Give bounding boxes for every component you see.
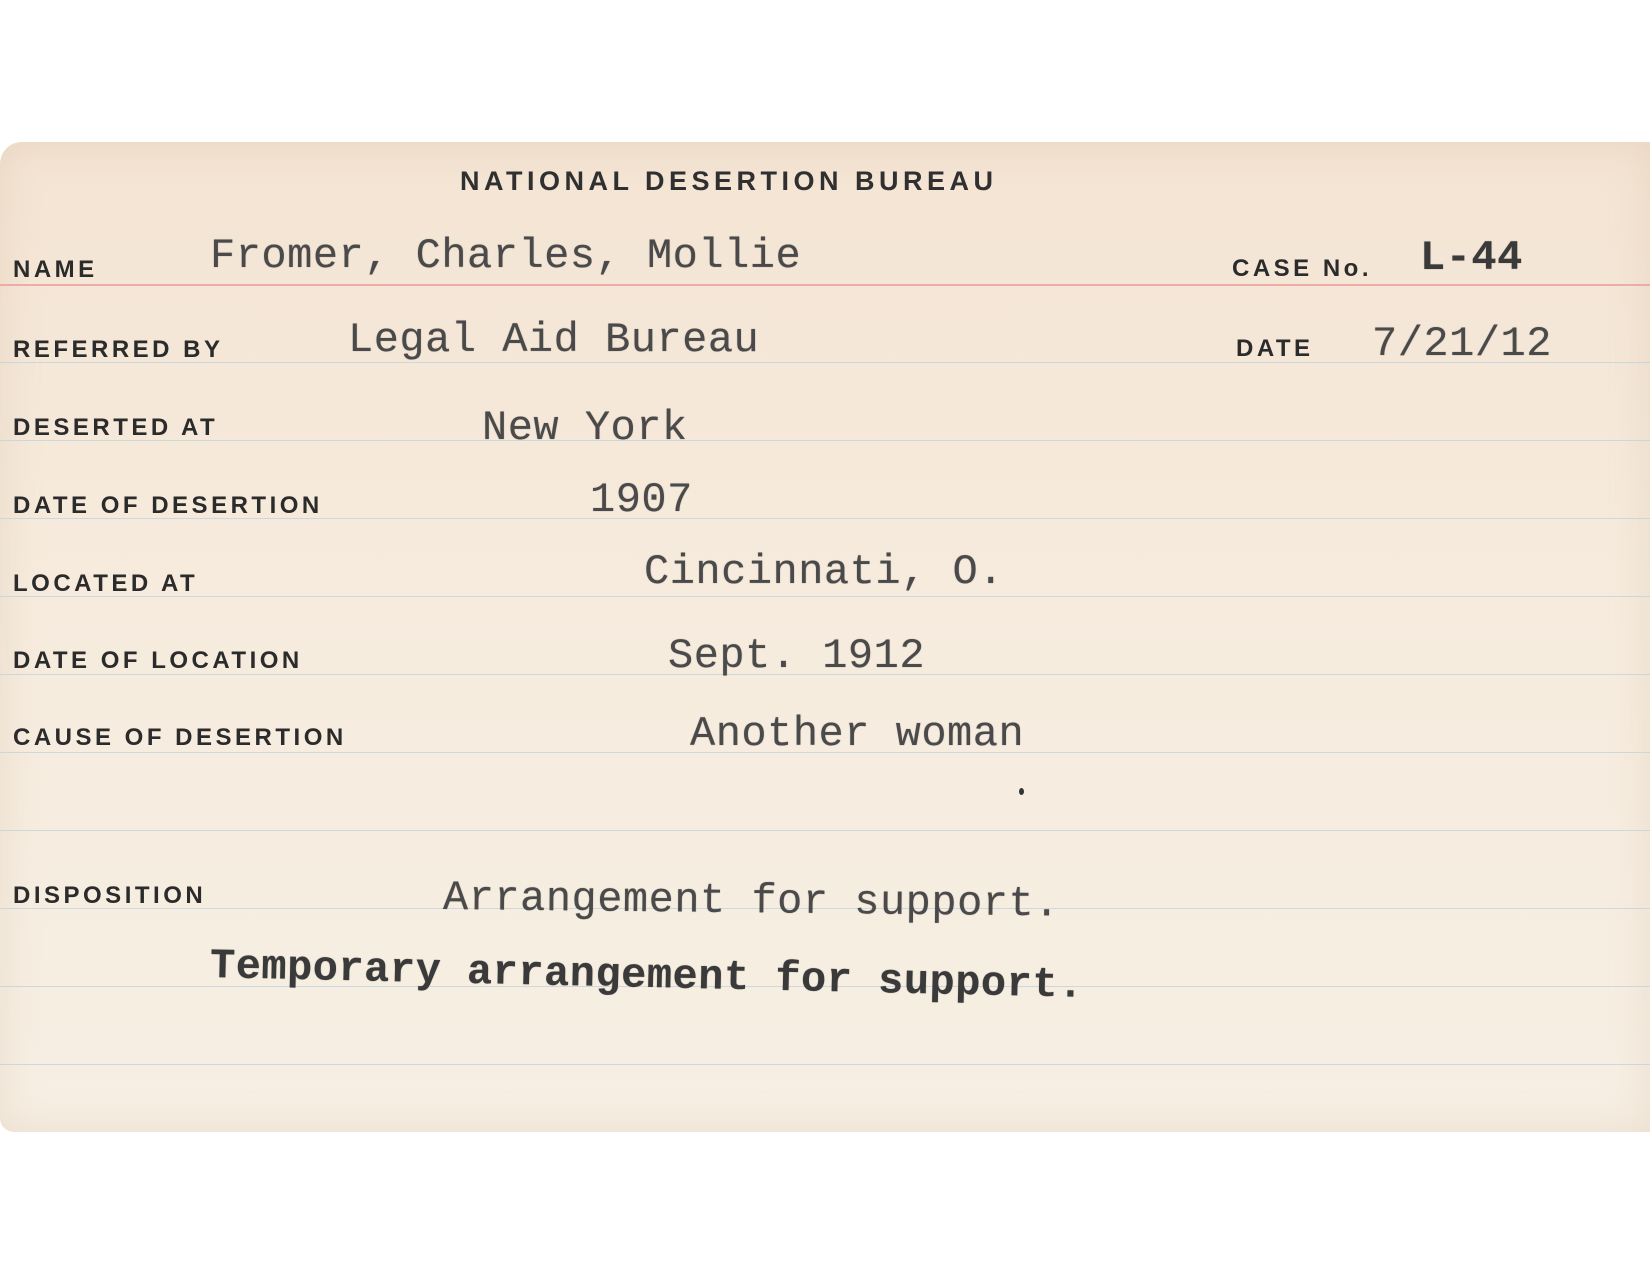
deserted-at-label: DESERTED AT <box>13 414 219 441</box>
ink-speck <box>1019 788 1024 795</box>
ruled-line <box>0 1064 1650 1065</box>
name-value: Fromer, Charles, Mollie <box>210 232 802 280</box>
date-of-location-value: Sept. 1912 <box>668 632 926 680</box>
located-at-value: Cincinnati, O. <box>644 548 1004 596</box>
disposition-line-2: Temporary arrangement for support. <box>209 942 1085 1010</box>
ruled-line <box>0 830 1650 831</box>
ruled-line <box>0 440 1650 441</box>
disposition-line-1: Arrangement for support. <box>442 874 1061 929</box>
date-of-location-label: DATE OF LOCATION <box>13 647 303 674</box>
index-card <box>0 142 1650 1132</box>
card-title: NATIONAL DESERTION BUREAU <box>460 166 998 196</box>
deserted-at-value: New York <box>482 404 688 452</box>
case-no-value: L-44 <box>1420 234 1523 282</box>
referred-by-value: Legal Aid Bureau <box>348 316 760 364</box>
date-label: DATE <box>1236 335 1314 362</box>
name-rule-line <box>0 284 1650 286</box>
date-of-desertion-value: 1907 <box>590 476 693 524</box>
name-label: NAME <box>13 256 98 283</box>
case-no-label: CASE No. <box>1232 255 1373 282</box>
cause-of-desertion-label: CAUSE OF DESERTION <box>13 724 347 751</box>
cause-of-desertion-value: Another woman <box>690 710 1025 758</box>
date-value: 7/21/12 <box>1372 320 1552 368</box>
date-of-desertion-label: DATE OF DESERTION <box>13 492 323 519</box>
ruled-line <box>0 596 1650 597</box>
disposition-label: DISPOSITION <box>13 882 207 909</box>
referred-by-label: REFERRED BY <box>13 336 224 363</box>
located-at-label: LOCATED AT <box>13 570 199 597</box>
